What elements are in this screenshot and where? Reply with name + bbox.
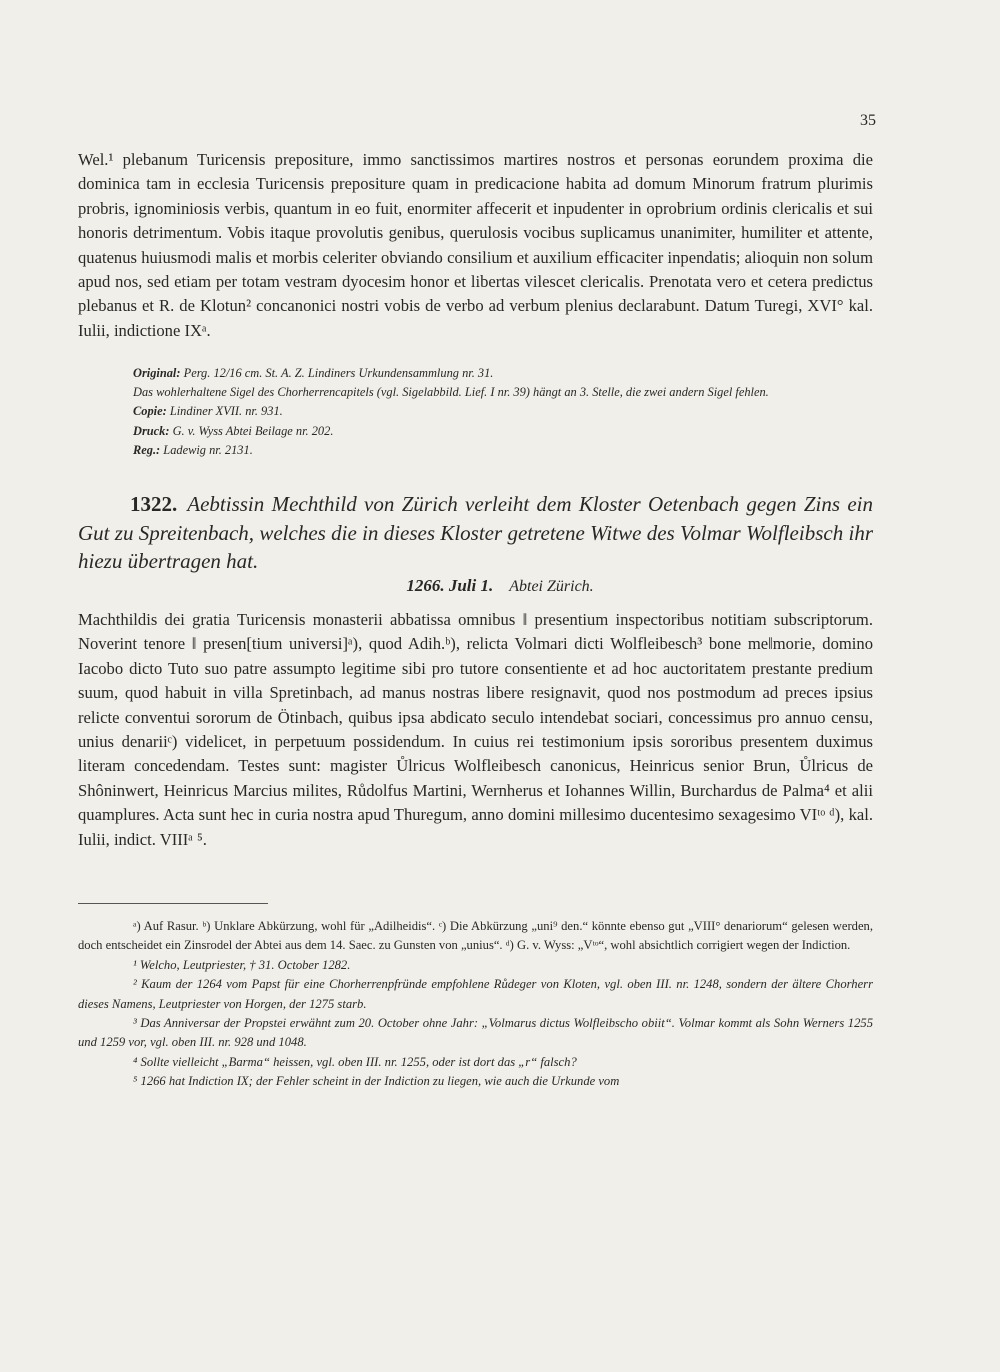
footnote-separator: [78, 903, 268, 904]
document-number: 1322.: [130, 492, 178, 516]
paragraph-2: Machthildis dei gratia Turicensis monasterii abbatissa omnibus ‖ presentium inspectoribus notitiam subscriptorum. Noverint tenore ‖ presen[tium universi]ᵃ), quod Adih.ᵇ), relicta Volmari dicti Wolfleibesch³ bone me‖morie, domino Iacobo dicto Tuto suo patre assumpto legitime sibi pro tutore consentiente et ad hoc auctoritatem prestante predium suum, quod habuit in villa Spretinbach, ad manus nostras libere resignavit, quod nos postmodum ad preces ipsius relicte conventui sororum de Ötinbach, quibus ipsa abdicato seculo intendebat sociari, concessimus pro annuo censu, unius denariiᶜ) videlicet, in perpetuum possidendum. In cuius rei testimonium ipsis sororibus presentem duximus literam concedendam. Testes sunt: magister Ůlricus Wolfleibesch canonicus, Heinricus senior Brun, Ůlricus de Shôninwert, Heinricus Marcius milites, Růdolfus Martini, Wernherus et Iohannes Willin, Burchardus de Palma⁴ et alii quamplures. Acta sunt hec in curia nostra apud Thuregum, anno domini millesimo ducentesimo sexagesimo VIᵗᵒ ᵈ), kal. Iulii, indict. VIIIᵃ ⁵.: [78, 610, 873, 849]
document-heading: [78, 490, 873, 576]
footnote-3: ³ Das Anniversar der Propstei erwähnt zum 20. October ohne Jahr: „Volmarus dictus Wolfleibscho obiit“. Volmar kommt als Sohn Werners 1255 und 1259 vor, vgl. oben III. nr. 928 und 1048.: [78, 1016, 873, 1050]
druck-note: [78, 422, 873, 441]
document-date: 1266. Juli 1.: [406, 576, 494, 595]
seal-note: Das wohlerhaltene Sigel des Chorherrencapitels (vgl. Sigelabbild. Lief. I nr. 39) hängt an 3. Stelle, die zwei andern Sigel fehlen.: [133, 385, 769, 400]
reg-note: [78, 441, 873, 460]
druck-text: G. v. Wyss Abtei Beilage nr. 202.: [172, 423, 334, 438]
document-text-continued: [78, 148, 873, 343]
document-title: Aebtissin Mechthild von Zürich verleiht dem Kloster Oetenbach gegen Zins ein Gut zu Spreitenbach, welches die in dieses Kloster getretene Witwe des Volmar Wolfleibsch ihr hiezu übertragen hat.: [78, 492, 873, 573]
reg-label: Reg.:: [133, 442, 161, 457]
footnote-2: ² Kaum der 1264 vom Papst für eine Chorherrenpfründe empfohlene Růdeger von Kloten, vgl. oben III. nr. 1248, sondern der ältere Chorherr dieses Namens, Leutpriester von Horgen, der 1275 starb.: [78, 977, 873, 1011]
reg-text: Ladewig nr. 2131.: [163, 442, 253, 457]
footnote-4: ⁴ Sollte vielleicht „Barma“ heissen, vgl. oben III. nr. 1255, oder ist dort das „r“ falsch?: [133, 1054, 577, 1069]
druck-label: Druck:: [133, 423, 170, 438]
document-place: Abtei Zürich.: [509, 578, 594, 595]
footnotes: [78, 917, 873, 1092]
footnote-5: ⁵ 1266 hat Indiction IX; der Fehler scheint in der Indiction zu liegen, wie auch die Urkunde vom: [133, 1074, 620, 1089]
footnote-letters: ᵃ) Auf Rasur. ᵇ) Unklare Abkürzung, wohl für „Adilheidis“. ᶜ) Die Abkürzung „uni⁹ den.“ könnte ebenso gut „VIII° denariorum“ gelesen werden, doch entscheidet ein Zinsrodel der Abtei aus dem 14. Saec. zu Gunsten von „unius“. ᵈ) G. v. Wyss: „Vᵗᵒ“, wohl absichtlich corrigiert wegen der Indiction.: [78, 919, 873, 953]
document-text: [78, 608, 873, 852]
original-note: [78, 364, 873, 383]
source-notes: [78, 364, 873, 460]
copie-label: Copie:: [133, 404, 167, 419]
footnote-1: ¹ Welcho, Leutpriester, † 31. October 1282.: [133, 957, 351, 972]
original-label: Original:: [133, 366, 181, 380]
copie-note: [78, 402, 873, 421]
date-line: [0, 576, 1000, 596]
paragraph-1: Wel.¹ plebanum Turicensis prepositure, immo sanctissimos martires nostros et personas eorundem proxima die dominica tam in ecclesia Turicensis prepositure quam in predicacione habita ad domum Minorum fratrum plurimis probris, ignominiosis verbis, quantum in eo fuit, enormiter affecerit et inpudenter in oprobrium ordinis clericalis et sui honoris detrimentum. Vobis itaque provolutis genibus, querulosis vocibus suplicamus unanimiter, humiliter et attente, quatenus huiusmodi malis et morbis celeriter obviando consilium et auxilium efficaciter inpendatis; alioquin non solum apud nos, sed etiam per totam vestram dyocesim honor et libertas vilescet clericalis. Prenotata vero et cetera predictus plebanus et R. de Klotun² concanonici nostri vobis de verbo ad verbum plenius declarabunt. Datum Turegi, XVI° kal. Iulii, indictione IXᵃ.: [78, 150, 873, 340]
copie-text: Lindiner XVII. nr. 931.: [169, 404, 283, 419]
original-text: Perg. 12/16 cm. St. A. Z. Lindiners Urkundensammlung nr. 31.: [183, 366, 494, 380]
page-number: 35: [860, 112, 876, 129]
